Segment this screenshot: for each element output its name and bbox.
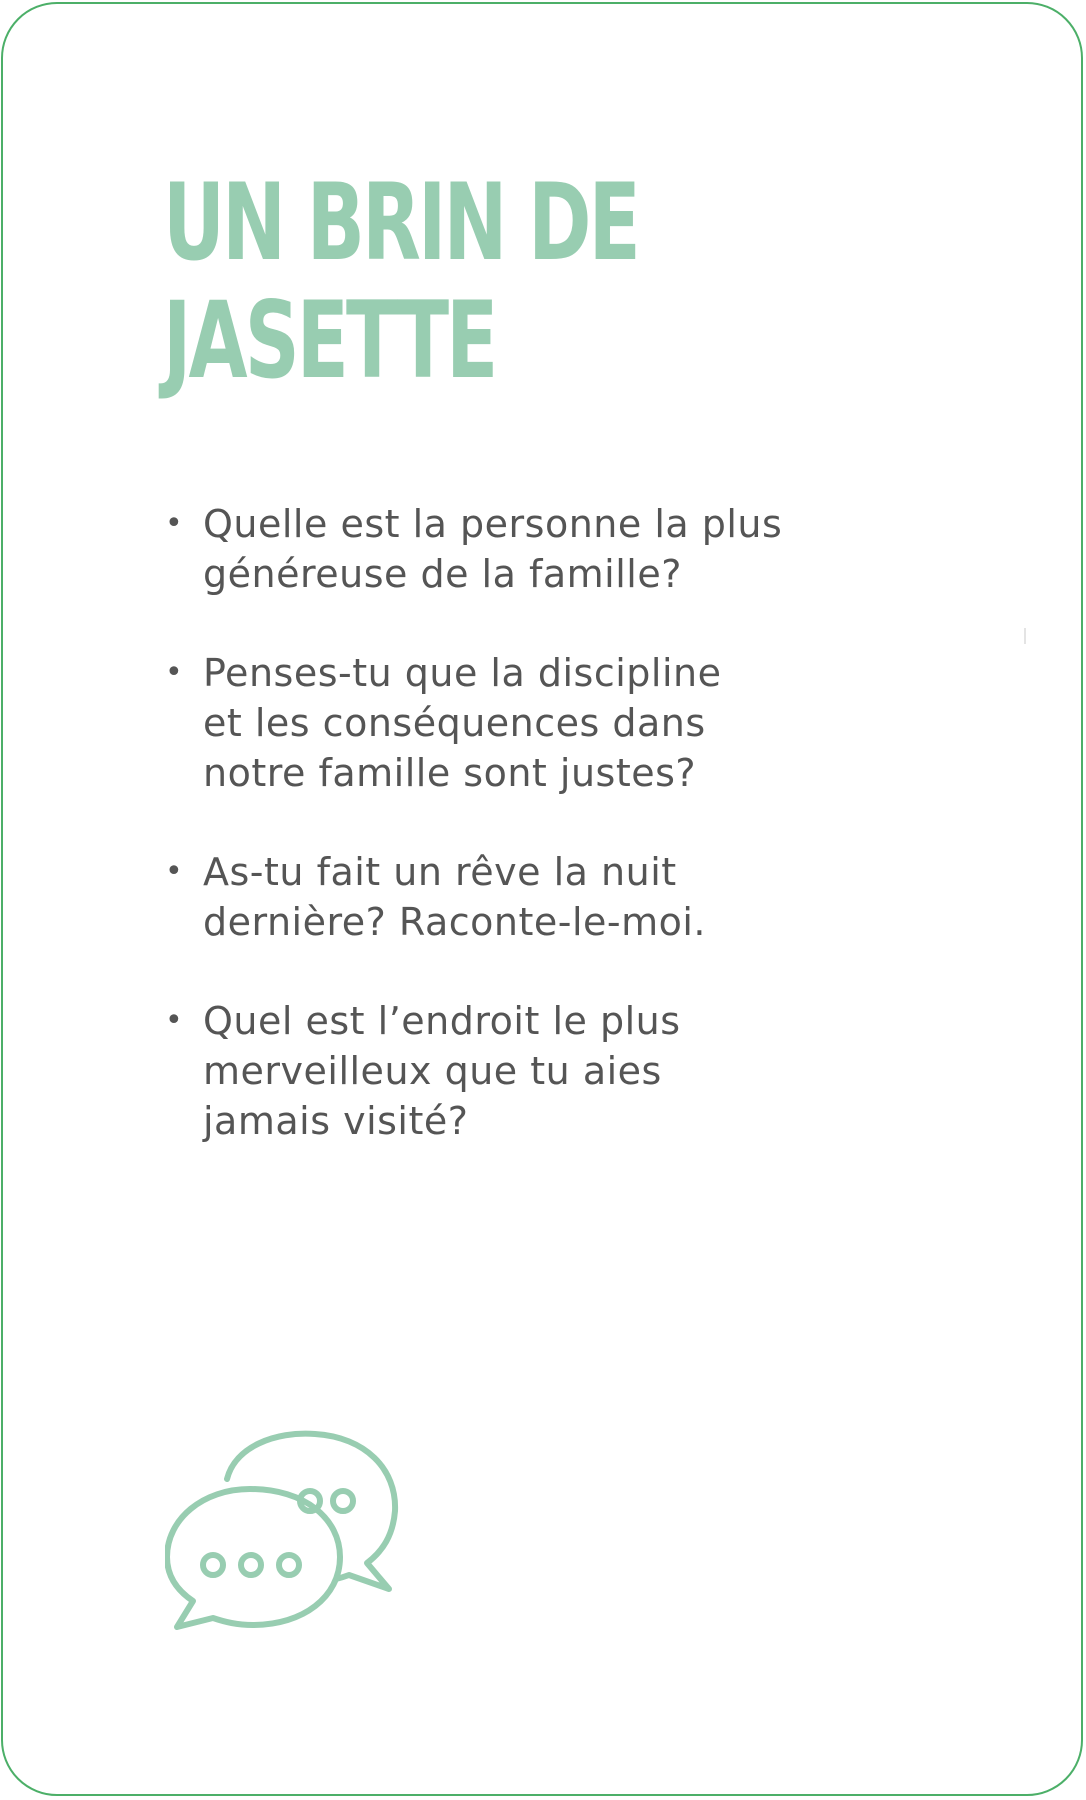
card-title-line-2: JASETTE	[163, 279, 496, 402]
question-item-1	[163, 499, 883, 599]
bullet-icon: •	[165, 655, 184, 690]
card-title	[163, 161, 638, 402]
question-text: As-tu fait un rêve la nuit dernière? Raconte-le-moi.	[203, 850, 707, 944]
question-item-4	[163, 996, 883, 1146]
edge-tick	[1024, 628, 1026, 644]
question-item-3	[163, 847, 883, 947]
question-text: Penses-tu que la discipline et les conséquences dans notre famille sont justes?	[203, 651, 722, 795]
question-item-2	[163, 648, 883, 798]
question-card	[1, 2, 1083, 1796]
bullet-icon: •	[165, 1003, 184, 1038]
bullet-icon: •	[165, 506, 184, 541]
chat-bubbles-icon	[165, 1429, 405, 1644]
bullet-icon: •	[165, 854, 184, 889]
card-title-line-1: UN BRIN DE	[163, 161, 638, 284]
question-text: Quel est l’endroit le plus merveilleux que tu aies jamais visité?	[203, 999, 681, 1143]
question-list	[163, 499, 883, 1195]
question-text: Quelle est la personne la plus généreuse de la famille?	[203, 502, 783, 596]
